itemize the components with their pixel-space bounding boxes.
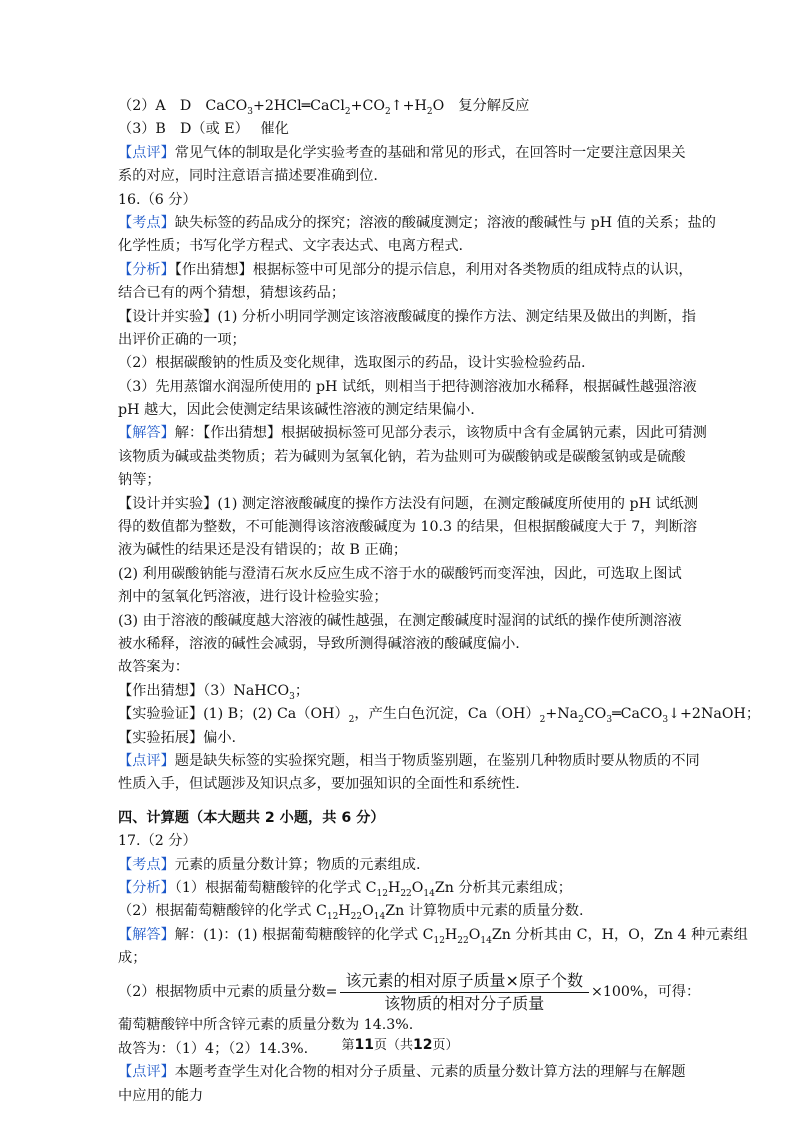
solution-17: 【解答】解：(1)：(1) 根据葡萄糖酸锌的化学式 $C_{12}H_{22}O_{14}Zn$ 分析其由 C，H，O，Zn 4 种元素组 (118, 926, 748, 946)
analysis-16-l2: 结合已有的两个猜想，猜想该药品； (118, 285, 346, 302)
solution-16-l4: 【设计并实验】(1) 测定溶液酸碱度的操作方法没有问题，在测定酸碱度所使用的 pH 试纸测 (118, 495, 699, 512)
section-heading-calc: 四、计算题（本大题共 2 小题，共 6 分） (118, 809, 385, 826)
tag-review: 【点评】 (118, 1064, 175, 1081)
answer-15-part3: （3）B D（或 E） 催化 (118, 121, 289, 138)
analysis-16: 【分析】【作出猜想】根据标签中可见部分的提示信息，利用对各类物质的组成特点的认识， (118, 261, 693, 278)
total-pages-number: 12 (413, 1037, 433, 1053)
analysis-16-l6: （3）先用蒸馏水润湿所使用的 pH 试纸，则相当于把待测溶液加水稀释，根据碱性越强溶液 (118, 378, 697, 395)
analysis-16-l3: 【设计并实验】(1) 分析小明同学测定该溶液酸碱度的操作方法、测定结果及做出的判断，指 (118, 308, 696, 325)
mass-fraction-formula: （2）根据物质中元素的质量分数= $\frac{\text{该元素的相对原子质量×原子个数}}{\text{该物质的相对分子质量}}$ ×100%，可得： (118, 970, 701, 1013)
solution-17-result: 葡萄糖酸锌中所含锌元素的质量分数为 14.3%. (118, 1017, 414, 1034)
solution-16-l6: 液为碱性的结果还是没有错误的；故 B 正确； (118, 542, 408, 559)
answer-guess: 【作出猜想】（3）NaHCO$_3$； (118, 682, 310, 702)
fraction-denominator: 该物质的相对分子质量 (384, 993, 545, 1013)
review-17: 【点评】本题考查学生对化合物的相对分子质量、元素的质量分数计算方法的理解与在解题 (118, 1064, 686, 1081)
fraction-numerator: 该元素的相对原子质量×原子个数 (340, 971, 589, 993)
solution-16-l9: (3) 由于溶液的酸碱度越大溶液的碱性越强，在测定酸碱度时湿润的试纸的操作使所测溶液 (118, 612, 682, 629)
review-15-cont: 系的对应，同时注意语言描述要准确到位. (118, 168, 378, 185)
answer-verify: 【实验验证】(1) B；(2) $Ca(OH)_2$，产生白色沉淀，$Ca(OH)_2+Na_2CO_3═CaCO_3↓+2NaOH$； (118, 706, 761, 725)
analysis-16-l7: pH 越大，因此会使测定结果该碱性溶液的测定结果偏小. (118, 402, 475, 419)
tag-analysis: 【分析】 (118, 879, 175, 896)
analysis-17: 【分析】（1）根据葡萄糖酸锌的化学式 $C_{12}H_{22}O_{14}Zn$ 分析其元素组成； (118, 879, 572, 899)
answer-extend: 【实验拓展】偏小. (118, 729, 237, 746)
solution-16-l2: 该物质为碱或盐类物质；若为碱则为氢氧化钠，若为盐则可为碳酸钠或是碳酸氢钠或是硫酸 (118, 448, 686, 465)
analysis-16-l4: 出评价正确的一项； (118, 331, 246, 348)
tag-solution: 【解答】 (118, 425, 175, 442)
solution-16-l7: (2) 利用碳酸钠能与澄清石灰水反应生成不溶于水的碳酸钙而变浑浊，因此，可选取上图试 (118, 565, 682, 582)
keypoint-17: 【考点】元素的质量分数计算；物质的元素组成. (118, 856, 421, 873)
answer-15-part2: （2）A D $CaCO_3+2HCl═CaCl_2+CO_2↑+H_2O$ 复分解反应 (118, 98, 530, 117)
page-content (118, 95, 761, 1108)
tag-analysis: 【分析】 (118, 261, 175, 278)
review-17-cont: 中应用的能力 (118, 1087, 204, 1104)
page-footer: 第11页（共12页） (341, 1037, 459, 1053)
question-17-title: 17.（2 分） (118, 833, 197, 850)
keypoint-16: 【考点】缺失标签的药品成分的探究；溶液的酸碱度测定；溶液的酸碱性与 pH 值的关系；盐的 (118, 214, 716, 231)
spacer (118, 797, 693, 807)
formula-fraction (340, 971, 589, 1014)
review-15: 【点评】常见气体的制取是化学实验考查的基础和常见的形式，在回答时一定要注意因果关 (118, 144, 686, 161)
solution-16-l8: 剂中的氢氧化钙溶液，进行设计检验实验； (118, 589, 388, 606)
analysis-16-l5: （2）根据碳酸钠的性质及变化规律，选取图示的药品，设计实验检验药品. (118, 355, 586, 372)
tag-keypoint: 【考点】 (118, 856, 175, 873)
answer-label: 故答案为： (118, 659, 189, 676)
tag-review: 【点评】 (118, 144, 175, 161)
solution-16: 【解答】解：【作出猜想】根据破损标签可见部分表示，该物质中含有金属钠元素，因此可猜测 (118, 425, 707, 442)
tag-keypoint: 【考点】 (118, 214, 175, 231)
review-16-cont: 性质入手，但试题涉及知识点多，要加强知识的全面性和系统性. (118, 776, 520, 793)
answer-17: 故答为：（1）4；（2）14.3%. (118, 1040, 309, 1057)
solution-17-l2: 成； (118, 950, 147, 967)
tag-solution: 【解答】 (118, 926, 175, 943)
tag-review: 【点评】 (118, 752, 175, 769)
question-16-title: 16.（6 分） (118, 191, 197, 208)
keypoint-16-cont: 化学性质；书写化学方程式、文字表达式、电离方程式. (118, 238, 464, 255)
analysis-17-l2: （2）根据葡萄糖酸锌的化学式 $C_{12}H_{22}O_{14}Zn$ 计算物质中元素的质量分数. (118, 903, 584, 923)
solution-16-l3: 钠等； (118, 472, 161, 489)
current-page-number: 11 (354, 1037, 374, 1053)
solution-16-l5: 得的数值都为整数，不可能测得该溶液酸碱度为 10.3 的结果，但根据酸碱度大于 7，判断溶 (118, 519, 698, 536)
solution-16-l10: 被水稀释，溶液的碱性会减弱，导致所测得碱溶液的酸碱度偏小. (118, 635, 520, 652)
review-16: 【点评】题是缺失标签的实验探究题，相当于物质鉴别题，在鉴别几种物质时要从物质的不同 (118, 752, 700, 769)
